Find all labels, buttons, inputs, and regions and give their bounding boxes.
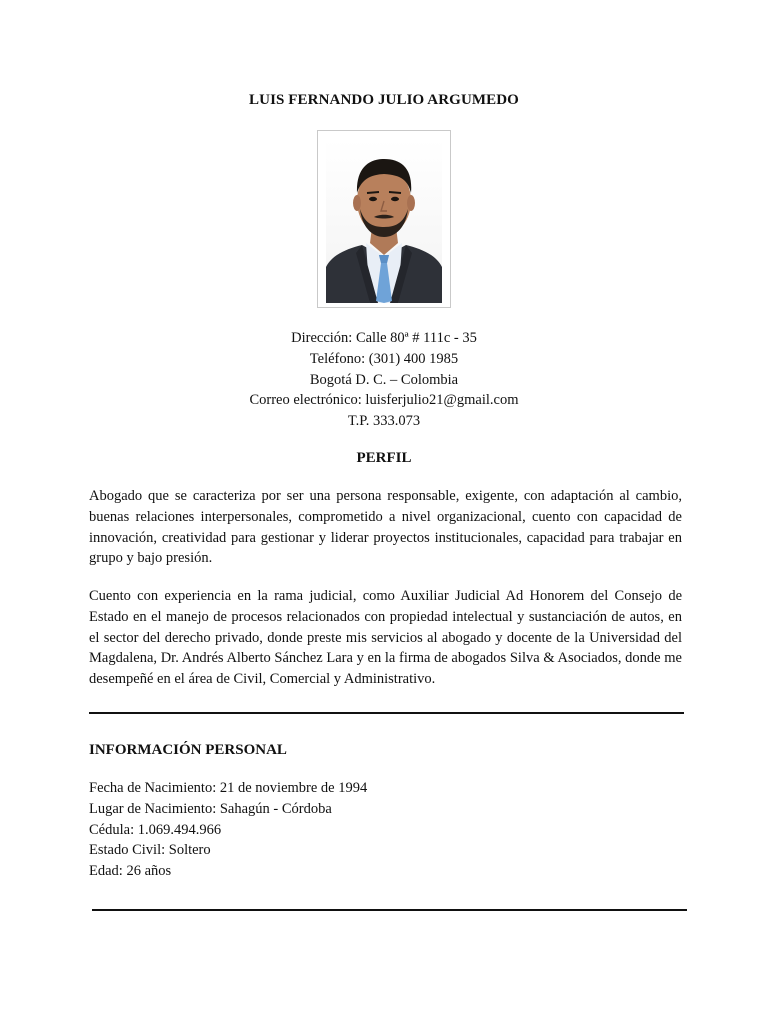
- age: Edad: 26 años: [89, 863, 172, 880]
- candidate-name: LUIS FERNANDO JULIO ARGUMEDO: [249, 92, 519, 108]
- portrait-illustration: [326, 139, 442, 303]
- profile-photo: [317, 130, 451, 308]
- contact-block: [0, 328, 768, 432]
- profile-heading: PERFIL: [356, 450, 412, 466]
- contact-phone: Teléfono: (301) 400 1985: [309, 350, 459, 367]
- birth-place: Lugar de Nacimiento: Sahagún - Córdoba: [89, 800, 332, 817]
- civil-status: Estado Civil: Soltero: [89, 842, 211, 859]
- personal-info-heading: INFORMACIÓN PERSONAL: [89, 742, 287, 758]
- personal-info-list: [89, 778, 367, 882]
- id-number: Cédula: 1.069.494.966: [89, 821, 222, 838]
- profile-paragraph-2: Cuento con experiencia en la rama judicial, como Auxiliar Judicial Ad Honorem del Consejo de Estado en el manejo de procesos relacionados con propiedad intelectual y sustanciación de autos, en el sector del derecho privado, donde preste mis servicios al abogado y docente de la Universidad del Magdalena, Dr. Andrés Alberto Sánchez Lara y en la firma de abogados Silva & Asociados, donde me desempeñé en el área de Civil, Comercial y Administrativo.: [89, 588, 682, 688]
- section-divider: [89, 712, 684, 714]
- contact-email: Correo electrónico: luisferjulio21@gmail.com: [249, 392, 519, 409]
- profile-paragraph-1: Abogado que se caracteriza por ser una persona responsable, exigente, con adaptación al cambio, buenas relaciones interpersonales, comprometido a nivel organizacional, cuento con capacidad de innovación, creatividad para gestionar y liderar proyectos institucionales, capacidad para trabajar en grupo y bajo presión.: [89, 488, 682, 567]
- contact-tp: T.P. 333.073: [347, 413, 421, 430]
- contact-city: Bogotá D. C. – Colombia: [309, 371, 459, 388]
- contact-address: Dirección: Calle 80ª # 111c - 35: [291, 330, 477, 346]
- birth-date: Fecha de Nacimiento: 21 de noviembre de 1994: [89, 780, 368, 796]
- section-divider-bottom: [92, 909, 687, 911]
